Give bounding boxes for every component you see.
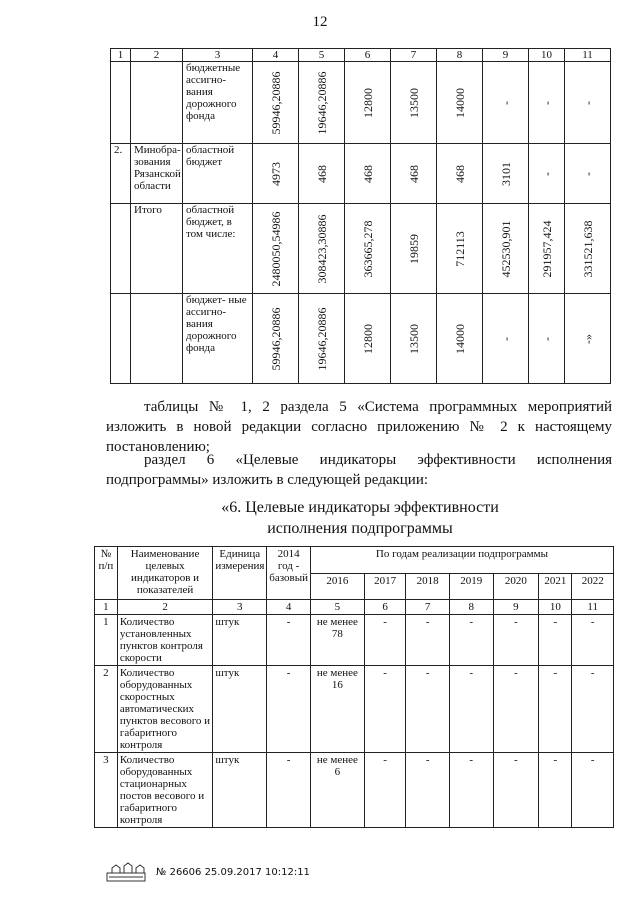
section-heading-line2: исполнения подпрограммы xyxy=(267,520,453,537)
value-cell xyxy=(391,294,437,384)
col-number: 2 xyxy=(131,49,183,62)
header-year: 2021 xyxy=(539,573,572,600)
paragraph-2-text: раздел 6 «Целевые индикаторы эффективности исполнения подпрограммы» изложить в следующей редакции: xyxy=(106,452,612,488)
header-year: 2018 xyxy=(406,573,450,600)
value-cell xyxy=(345,204,391,294)
value-cell xyxy=(253,144,299,204)
col-number: 5 xyxy=(310,600,364,615)
row-number: 1 xyxy=(95,615,118,666)
row-organization: Минобра- зования Рязанской области xyxy=(131,144,183,204)
row-organization xyxy=(131,62,183,144)
value-text: - xyxy=(580,171,595,176)
value-cell xyxy=(253,62,299,144)
value-text: 331521,638 xyxy=(580,220,595,277)
col-number: 3 xyxy=(213,600,267,615)
value-text: 4973 xyxy=(268,161,283,186)
value-cell xyxy=(253,294,299,384)
row-year-value: - xyxy=(449,666,493,753)
col-number: 7 xyxy=(391,49,437,62)
row-year-value: - xyxy=(572,615,614,666)
row-unit: штук xyxy=(213,615,267,666)
value-text: - xyxy=(580,100,595,105)
row-number: 2. xyxy=(111,144,131,204)
document-footer xyxy=(106,862,310,882)
value-cell xyxy=(483,62,529,144)
row-number xyxy=(111,204,131,294)
row-year-value: не менее 16 xyxy=(310,666,364,753)
col-number: 1 xyxy=(111,49,131,62)
col-number: 11 xyxy=(572,600,614,615)
value-cell xyxy=(299,62,345,144)
table-row xyxy=(95,753,614,828)
value-text: 291957,424 xyxy=(539,220,554,277)
value-cell xyxy=(529,294,565,384)
col-number: 1 xyxy=(95,600,118,615)
row-year-value: - xyxy=(539,615,572,666)
col-number: 9 xyxy=(493,600,539,615)
value-text: 19646,20886 xyxy=(314,71,329,134)
value-text: 12800 xyxy=(360,323,375,354)
row-year-value: - xyxy=(364,753,406,828)
value-text: - xyxy=(539,336,554,341)
row-year-value: - xyxy=(406,666,450,753)
registry-logo-icon xyxy=(106,862,146,882)
header-year: 2019 xyxy=(449,573,493,600)
value-text: 468 xyxy=(314,164,329,183)
value-text: - xyxy=(498,100,513,105)
page-number: 12 xyxy=(312,14,328,30)
value-cell xyxy=(299,294,345,384)
value-cell xyxy=(299,204,345,294)
col-number: 8 xyxy=(449,600,493,615)
value-text: 468 xyxy=(406,164,421,183)
row-funding-source: областной бюджет, в том числе: xyxy=(183,204,253,294)
header-base-year: 2014 год - базовый xyxy=(267,547,311,600)
value-cell xyxy=(565,62,611,144)
value-text: 59946,20886 xyxy=(268,307,283,370)
row-funding-source: бюджет- ные ассигно- вания дорожного фонда xyxy=(183,294,253,384)
row-unit: штук xyxy=(213,666,267,753)
value-cell xyxy=(391,144,437,204)
financing-table xyxy=(110,48,611,384)
row-number: 2 xyxy=(95,666,118,753)
header-year: 2016 xyxy=(310,573,364,600)
table-row xyxy=(111,294,611,384)
value-text: - xyxy=(498,336,513,341)
col-number: 6 xyxy=(364,600,406,615)
col-number: 9 xyxy=(483,49,529,62)
row-indicator-name: Количество установленных пунктов контроля скорости xyxy=(117,615,212,666)
row-unit: штук xyxy=(213,753,267,828)
header-name: Наименование целевых индикаторов и показателей xyxy=(117,547,212,600)
row-year-value: - xyxy=(539,666,572,753)
value-text: 14000 xyxy=(452,87,467,118)
col-number: 4 xyxy=(253,49,299,62)
row-year-value: - xyxy=(572,753,614,828)
value-text: 59946,20886 xyxy=(268,71,283,134)
col-number: 10 xyxy=(539,600,572,615)
value-cell xyxy=(437,294,483,384)
row-funding-source: бюджетные ассигно- вания дорожного фонда xyxy=(183,62,253,144)
row-year-value: - xyxy=(493,753,539,828)
row-year-value: - xyxy=(449,615,493,666)
value-cell xyxy=(437,144,483,204)
value-cell xyxy=(483,294,529,384)
value-cell xyxy=(437,62,483,144)
value-text: - xyxy=(539,100,554,105)
value-text: 308423,30886 xyxy=(314,214,329,283)
value-text: 3101 xyxy=(498,161,513,186)
value-cell xyxy=(529,62,565,144)
paragraph-1 xyxy=(106,397,612,457)
header-unit: Единица измерения xyxy=(213,547,267,600)
indicators-table xyxy=(94,546,614,828)
value-text: - xyxy=(539,171,554,176)
value-text: 12800 xyxy=(360,87,375,118)
table-row xyxy=(95,666,614,753)
header-year: 2022 xyxy=(572,573,614,600)
col-number: 2 xyxy=(117,600,212,615)
col-number: 7 xyxy=(406,600,450,615)
value-cell xyxy=(437,204,483,294)
value-cell xyxy=(391,62,437,144)
value-cell xyxy=(529,144,565,204)
row-year-value: - xyxy=(493,615,539,666)
value-text: 468 xyxy=(452,164,467,183)
row-number xyxy=(111,62,131,144)
value-text: 19646,20886 xyxy=(314,307,329,370)
col-number: 10 xyxy=(529,49,565,62)
value-text: 452530,901 xyxy=(498,220,513,277)
row-year-value: - xyxy=(406,753,450,828)
header-years-title: По годам реализации подпрограммы xyxy=(310,547,613,574)
row-number xyxy=(111,294,131,384)
col-number: 4 xyxy=(267,600,311,615)
row-organization xyxy=(131,294,183,384)
row-year-value: - xyxy=(449,753,493,828)
col-number: 8 xyxy=(437,49,483,62)
row-funding-source: областной бюджет xyxy=(183,144,253,204)
value-cell xyxy=(345,62,391,144)
table-row xyxy=(111,204,611,294)
value-cell xyxy=(299,144,345,204)
row-organization: Итого xyxy=(131,204,183,294)
value-cell xyxy=(483,144,529,204)
value-cell xyxy=(345,144,391,204)
value-cell xyxy=(529,204,565,294)
value-text: 13500 xyxy=(406,323,421,354)
col-number: 3 xyxy=(183,49,253,62)
registration-stamp: № 26606 25.09.2017 10:12:11 xyxy=(156,866,310,878)
col-number: 5 xyxy=(299,49,345,62)
table-header-row xyxy=(111,49,611,62)
row-year-value: - xyxy=(364,666,406,753)
col-number: 6 xyxy=(345,49,391,62)
row-year-value: не менее 78 xyxy=(310,615,364,666)
value-text: -» xyxy=(580,333,595,344)
row-year-value: - xyxy=(572,666,614,753)
paragraph-1-text: таблицы № 1, 2 раздела 5 «Система программных мероприятий изложить в новой редакции согласно приложению № 2 к настоящему постановлению; xyxy=(106,399,612,455)
value-cell xyxy=(253,204,299,294)
row-year-value: - xyxy=(493,666,539,753)
row-base-value: - xyxy=(267,666,311,753)
section-heading-line1: «6. Целевые индикаторы эффективности xyxy=(221,499,499,516)
value-text: 363665,278 xyxy=(360,220,375,277)
table-row xyxy=(111,144,611,204)
col-number: 11 xyxy=(565,49,611,62)
value-text: 468 xyxy=(360,164,375,183)
row-year-value: - xyxy=(539,753,572,828)
value-cell xyxy=(345,294,391,384)
paragraph-2 xyxy=(106,450,612,490)
header-number: № п/п xyxy=(95,547,118,600)
table-row xyxy=(111,62,611,144)
row-number: 3 xyxy=(95,753,118,828)
value-cell xyxy=(391,204,437,294)
value-text: 2480050,54986 xyxy=(268,211,283,286)
table-row xyxy=(95,615,614,666)
table-header-row xyxy=(95,547,614,574)
row-indicator-name: Количество оборудованных стационарных постов весового и габаритного контроля xyxy=(117,753,212,828)
value-text: 712113 xyxy=(452,230,467,267)
value-text: 14000 xyxy=(452,323,467,354)
row-indicator-name: Количество оборудованных скоростных автоматических пунктов весового и габаритного контроля xyxy=(117,666,212,753)
value-cell xyxy=(565,144,611,204)
value-text: 19859 xyxy=(406,233,421,264)
row-base-value: - xyxy=(267,753,311,828)
header-year: 2020 xyxy=(493,573,539,600)
value-cell xyxy=(565,204,611,294)
header-year: 2017 xyxy=(364,573,406,600)
column-numbers-row xyxy=(95,600,614,615)
value-cell xyxy=(483,204,529,294)
value-text: 13500 xyxy=(406,87,421,118)
row-year-value: - xyxy=(406,615,450,666)
row-year-value: - xyxy=(364,615,406,666)
row-base-value: - xyxy=(267,615,311,666)
row-year-value: не менее 6 xyxy=(310,753,364,828)
value-cell xyxy=(565,294,611,384)
